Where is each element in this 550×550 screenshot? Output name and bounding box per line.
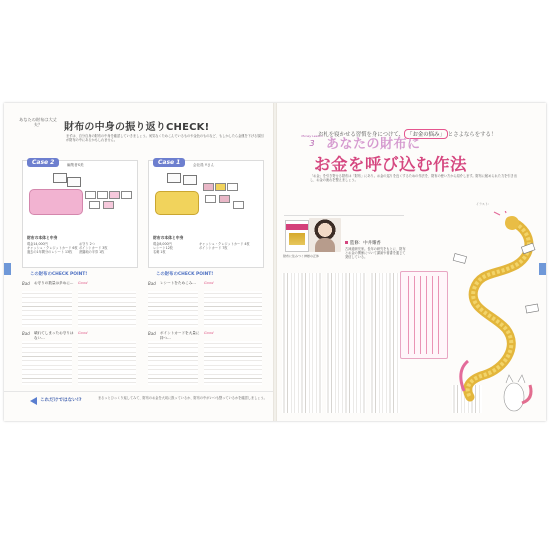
- vertical-text-column: [370, 273, 400, 413]
- bad-label: Bad: [22, 331, 30, 336]
- book-cover-image: [285, 220, 309, 252]
- good-label: Good: [204, 331, 214, 335]
- tagline-pre: お札を寝かせる習慣を身につけて、: [318, 132, 405, 138]
- title-line-1: あなたの財布に: [326, 137, 421, 152]
- body-text-block: [204, 341, 262, 385]
- credit-text: イラスト：: [476, 202, 491, 206]
- lesson-number-value: 3: [309, 139, 315, 148]
- good-label: Good: [78, 281, 88, 285]
- tagline-post: とさよならをする！: [447, 132, 497, 138]
- bill-illustration: [526, 304, 539, 313]
- contents-item: 名刺 1枚: [153, 250, 166, 255]
- case1-subtitle: 会社員 Yさん: [193, 163, 215, 167]
- card-illustration: [203, 183, 214, 191]
- bad-label: Bad: [22, 281, 30, 286]
- arrow-left-icon: [30, 397, 37, 405]
- fox-illustration: [504, 375, 531, 411]
- bad-label: Bad: [148, 281, 156, 286]
- point-name: ポイントカードを大量に持つ…: [160, 331, 200, 340]
- contents-item: キャッシュ・クレジットカード 6枚: [27, 246, 78, 251]
- check-point-heading: この財布のCHECK POINT!: [156, 272, 214, 277]
- dragon-body: [468, 221, 529, 397]
- case1-contents: [153, 235, 259, 255]
- notice-description: まるっとひっくり返してみて、財布のお金を大切に扱っているか、財布の中がいつも整っているかを確認しましょう。: [98, 396, 267, 400]
- bill-illustration: [53, 173, 67, 183]
- card-illustration: [85, 191, 96, 199]
- supervisor-photo: [309, 218, 341, 252]
- point-name: 壊れてしまったお守りはない…: [34, 331, 74, 340]
- vertical-text-column: [326, 273, 366, 413]
- book-art: [289, 233, 305, 245]
- contents-item: 現金8,000円: [153, 242, 172, 246]
- good-label: Good: [78, 331, 88, 335]
- bill-illustration: [521, 243, 535, 254]
- good-label: Good: [204, 281, 214, 285]
- dragon-horns: [494, 211, 506, 215]
- bill-illustration: [183, 175, 197, 185]
- bill-illustration: [453, 254, 466, 264]
- point-name: お守りの数量は多めに…: [34, 281, 74, 285]
- contents-item: ポイントカード 7枚: [199, 246, 228, 251]
- card-illustration: [97, 191, 108, 199]
- bad-label: Bad: [148, 331, 156, 336]
- intro-text: まずは、自分自身の財布の中身を確認していきましょう。何気なくためこんでいるものや金色のものなど、もしかしたら金運を下げる原因が財布の中にあるかもしれません。: [66, 134, 264, 143]
- contents-item: 過去の1年間分のレシート 13枚: [27, 250, 73, 255]
- case2-panel: [22, 160, 138, 268]
- body-text-block: [148, 291, 198, 327]
- body-text-block: [78, 291, 136, 327]
- supervisor-credit: [345, 240, 381, 246]
- card-illustration: [89, 201, 100, 209]
- card-illustration: [233, 201, 244, 209]
- page-tab-marker: [4, 263, 11, 275]
- notice-bar: [4, 391, 274, 412]
- contents-heading: 財布の本体と中身: [27, 235, 58, 240]
- yellow-wallet-illustration: [155, 191, 199, 215]
- vertical-text-column: [282, 273, 322, 413]
- tagline-badge: 「お金の悩み」: [404, 129, 448, 139]
- body-text-block: [22, 341, 72, 385]
- bill-illustration: [67, 177, 81, 187]
- card-illustration: [215, 183, 226, 191]
- pink-wallet-illustration: [29, 189, 83, 215]
- contents-item: 現金14,000円: [27, 242, 48, 246]
- contents-item: お守り 2つ: [79, 242, 95, 246]
- card-illustration: [109, 191, 120, 199]
- check-point-heading: この財布のCHECK POINT!: [30, 272, 88, 277]
- book-caption: 財布に住みつく神様の正体: [283, 254, 319, 258]
- card-illustration: [205, 195, 216, 203]
- contents-item: キャッシュ・クレジットカード 4枚: [199, 242, 250, 246]
- lesson-number-caption: Money Lesson: [301, 134, 323, 138]
- case1-tag: Case 1: [153, 158, 185, 167]
- right-page: [276, 103, 546, 421]
- book-band: [286, 224, 308, 230]
- contents-item: レシート12枚: [153, 246, 173, 251]
- card-illustration: [103, 201, 114, 209]
- contents-item: 遊園地の半券 1枚: [79, 250, 105, 255]
- card-illustration: [227, 183, 238, 191]
- card-illustration: [219, 195, 230, 203]
- page-title: 財布の中身の振り返りCHECK!: [64, 122, 210, 133]
- magazine-spread: [4, 103, 546, 421]
- case2-contents: [27, 235, 133, 255]
- contents-heading: 財布の本体と中身: [153, 235, 184, 240]
- question-text: あなたの財布は大丈夫？: [19, 117, 57, 128]
- supervisor-bio: 古神道研究家。長年の研究をもとに、財布とお金の関係について講演や著書を通じて発信している。: [345, 247, 406, 260]
- supervisor-label: 監修：: [350, 241, 364, 246]
- dragon-head: [505, 216, 519, 230]
- square-bullet-icon: [345, 241, 348, 244]
- point-name: レシートをためこみ…: [160, 281, 196, 285]
- case2-subtitle: 編集者S美: [67, 163, 84, 167]
- supervisor-photo-body: [315, 238, 335, 252]
- supervisor-name: 中井耀香: [363, 241, 381, 246]
- contents-item: ポイントカード 3枚: [79, 246, 108, 251]
- callout-text: [405, 276, 443, 354]
- notice-title: これだけではない!?: [40, 398, 82, 403]
- title-line-2: お金を呼び込む作法: [314, 155, 467, 174]
- lead-text: 「お金」を引き寄せる財布は「財布」にあり。お金の巡りを良くするための作法を、財布の使い方から紹介します。財布に秘められた力を引き出し、お金の流れを整えましょう。: [310, 174, 517, 183]
- bill-illustration: [167, 173, 181, 183]
- left-page: [4, 103, 274, 421]
- case2-tag: Case 2: [27, 158, 59, 167]
- dragon-illustration: [440, 211, 544, 415]
- body-text-block: [148, 341, 198, 385]
- body-text-block: [78, 341, 136, 385]
- card-illustration: [121, 191, 132, 199]
- page-tab-marker: [539, 263, 546, 275]
- body-text-block: [204, 291, 262, 327]
- body-text-block: [22, 291, 72, 327]
- case1-panel: [148, 160, 264, 268]
